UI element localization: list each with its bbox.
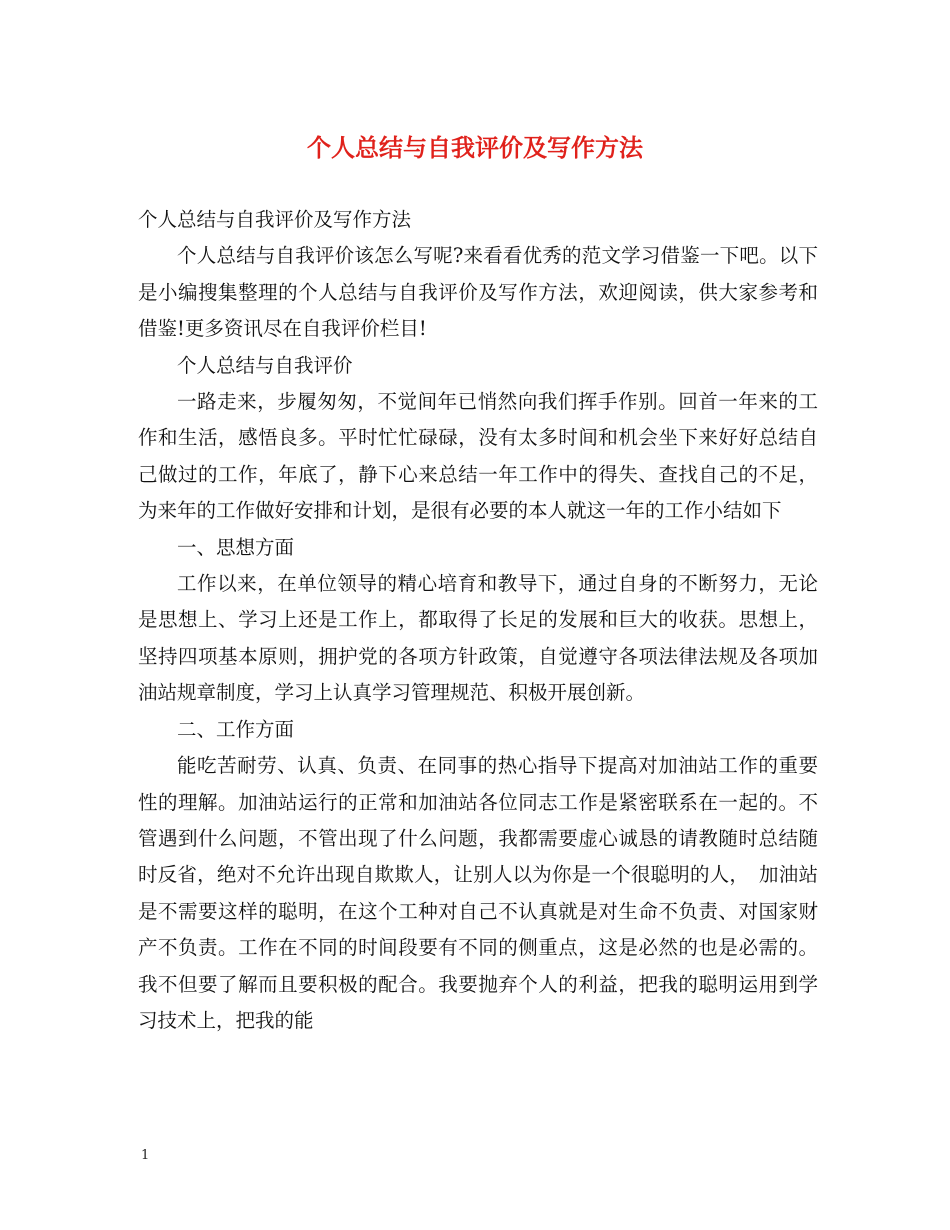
section-heading-thought: 一、思想方面 <box>177 535 295 559</box>
page-number: 1 <box>141 1148 150 1163</box>
paragraph-intro: 个人总结与自我评价该怎么写呢?来看看优秀的范文学习借鉴一下吧。以下是小编搜集整理的个人总结与自我评价及写作方法，欢迎阅读，供大家参考和借鉴!更多资讯尽在自我评价栏目! <box>138 244 818 341</box>
paragraph-opening: 一路走来，步履匆匆，不觉间年已悄然向我们挥手作别。回首一年来的工作和生活，感悟良多。平时忙忙碌碌，没有太多时间和机会坐下来好好总结自己做过的工作，年底了，静下心来总结一年工作中的得失、查找自己的不足，为来年的工作做好安排和计划，是很有必要的本人就这一年的工作小结如下 <box>138 390 818 523</box>
paragraph-heading: 个人总结与自我评价及写作方法 <box>138 208 412 231</box>
document-body <box>138 202 818 1039</box>
document-title: 个人总结与自我评价及写作方法 <box>307 133 643 162</box>
paragraph-thought: 工作以来，在单位领导的精心培育和教导下，通过自身的不断努力，无论是思想上、学习上还是工作上，都取得了长足的发展和巨大的收获。思想上，坚持四项基本原则，拥护党的各项方针政策，自觉遵守各项法律法规及各项加油站规章制度，学习上认真学习管理规范、积极开展创新。 <box>138 572 818 705</box>
section-heading-work: 二、工作方面 <box>177 717 295 741</box>
paragraph-subtitle: 个人总结与自我评价 <box>177 353 353 377</box>
paragraph-work: 能吃苦耐劳、认真、负责、在同事的热心指导下提高对加油站工作的重要性的理解。加油站运行的正常和加油站各位同志工作是紧密联系在一起的。不管遇到什么问题，不管出现了什么问题，我都需要虚心诚恳的请教随时总结随时反省，绝对不允许出现自欺欺人，让别人以为你是一个很聪明的人， 加油站是不需要这样的聪明，在这个工种对自己不认真就是对生命不负责、对国家财产不负责。工作在不同的时间段要有不同的侧重点，这是必然的也是必需的。我不但要了解而且要积极的配合。我要抛弃个人的利益，把我的聪明运用到学习技术上，把我的能 <box>138 754 818 1032</box>
